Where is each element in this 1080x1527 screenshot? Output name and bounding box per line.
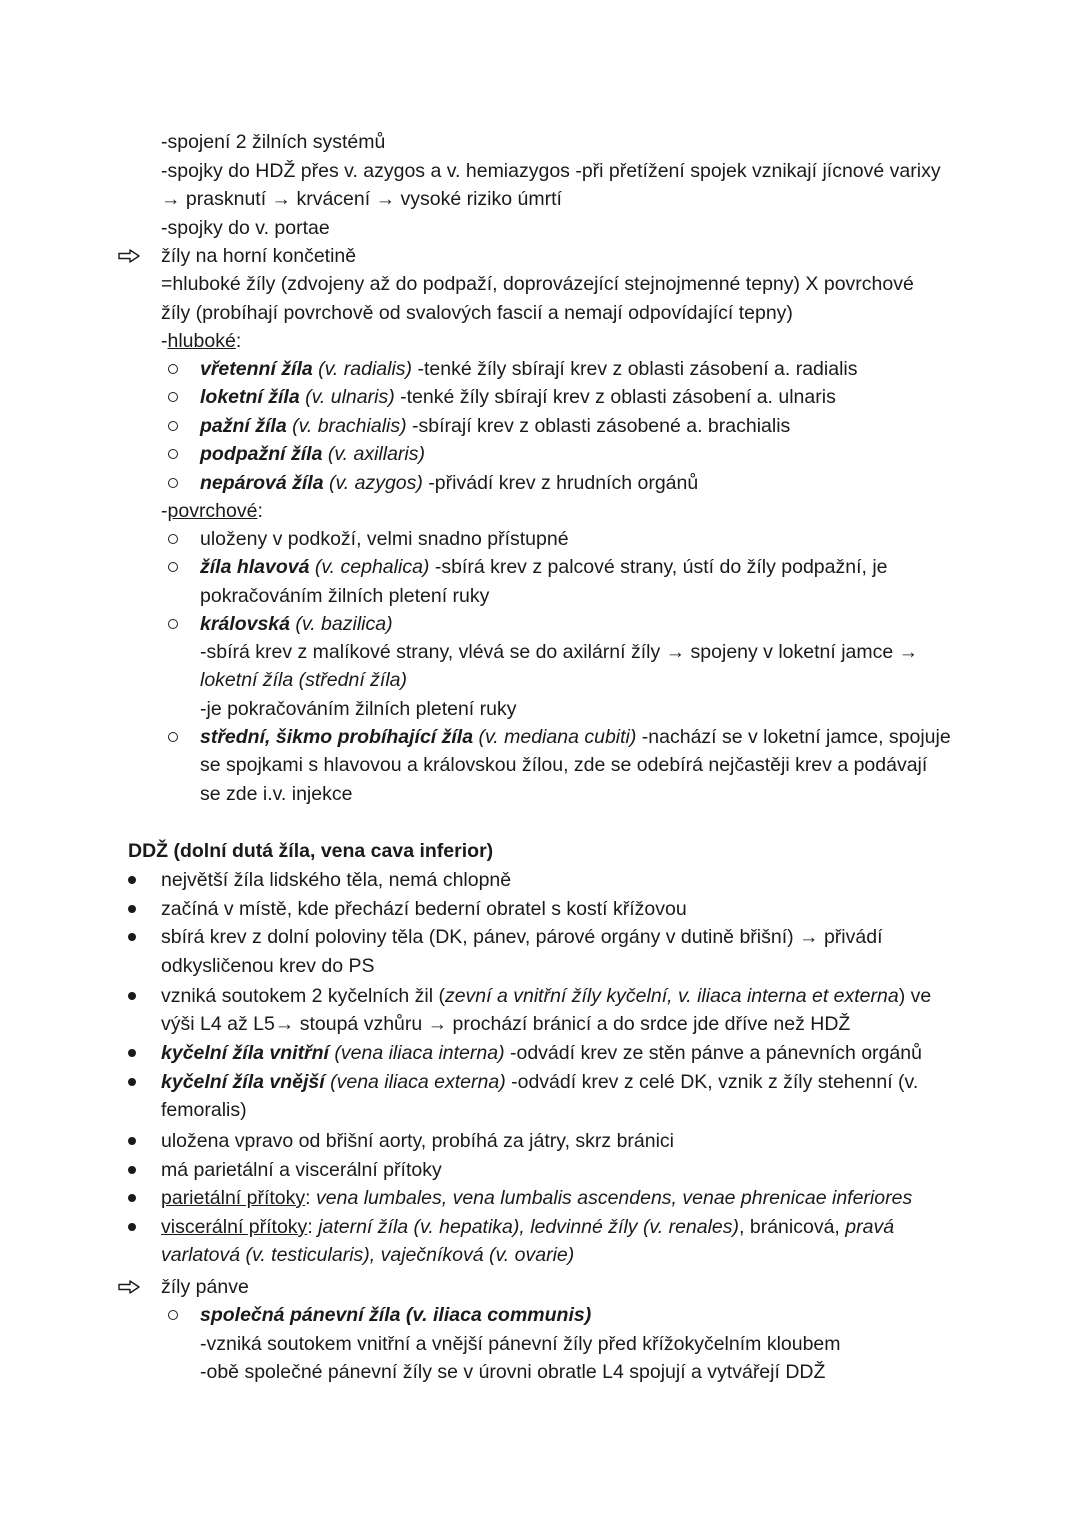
list-item-continuation: -obě společné pánevní žíly se v úrovni obratle L4 spojují a vytvářejí DDŽ	[200, 1361, 826, 1383]
list-item: pažní žíla (v. brachialis) -sbírají krev z oblasti zásobené a. brachialis	[200, 415, 791, 437]
list-item: vřetenní žíla (v. radialis) -tenké žíly sbírají krev z oblasti zásobení a. radialis	[200, 358, 858, 380]
subheading-deep: -hluboké:	[161, 330, 242, 352]
text-line: → prasknutí → krvácení → vysoké riziko úmrtí	[161, 188, 562, 210]
circle-bullet-icon	[168, 732, 178, 742]
bullet-icon	[128, 1137, 136, 1145]
list-item: kyčelní žíla vnitřní (vena iliaca interna) -odvádí krev ze stěn pánve a pánevních orgánů	[161, 1042, 922, 1064]
circle-bullet-icon	[168, 449, 178, 459]
text-line: žíly (probíhají povrchově od svalových fascií a nemají odpovídající tepny)	[161, 302, 793, 324]
list-item: největší žíla lidského těla, nemá chlopně	[161, 869, 512, 891]
list-item-continuation: femoralis)	[161, 1099, 247, 1121]
subheading-surface: -povrchové:	[161, 500, 263, 522]
list-item: začíná v místě, kde přechází bederní obratel s kostí křížovou	[161, 898, 687, 920]
list-item: loketní žíla (v. ulnaris) -tenké žíly sbírají krev z oblasti zásobení a. ulnaris	[200, 386, 836, 408]
list-item: uložena vpravo od břišní aorty, probíhá za játry, skrz bránici	[161, 1130, 675, 1152]
circle-bullet-icon	[168, 478, 178, 488]
text-line: -spojky do v. portae	[161, 217, 330, 239]
section-heading: žíly na horní končetině	[161, 245, 357, 267]
list-item: kyčelní žíla vnější (vena iliaca externa) -odvádí krev z celé DK, vznik z žíly stehenní (v.	[161, 1071, 919, 1093]
text-line: =hluboké žíly (zdvojeny až do podpaží, doprovázející stejnojmenné tepny) X povrchové	[161, 273, 914, 295]
list-item: společná pánevní žíla (v. iliaca communis)	[200, 1304, 592, 1326]
text-line: -spojení 2 žilních systémů	[161, 131, 386, 153]
section-title-ddz: DDŽ (dolní dutá žíla, vena cava inferior)	[128, 840, 494, 862]
list-item-continuation: se zde i.v. injekce	[200, 783, 353, 805]
bullet-icon	[128, 1078, 136, 1086]
bullet-icon	[128, 1049, 136, 1057]
list-item-continuation: výši L4 až L5→ stoupá vzhůru → prochází bránicí a do srdce jde dříve než HDŽ	[161, 1013, 851, 1035]
bullet-icon	[128, 1194, 136, 1202]
list-item: viscerální přítoky: jaterní žíla (v. hepatika), ledvinné žíly (v. renales), bránicová, pravá	[161, 1216, 895, 1238]
circle-bullet-icon	[168, 1310, 178, 1320]
list-item: má parietální a viscerální přítoky	[161, 1159, 442, 1181]
list-item-continuation: varlatová (v. testicularis), vaječníková (v. ovarie)	[161, 1244, 575, 1266]
list-item: žíla hlavová (v. cephalica) -sbírá krev z palcové strany, ústí do žíly podpažní, je	[200, 556, 888, 578]
list-item-continuation: -je pokračováním žilních pletení ruky	[200, 698, 517, 720]
list-item: královská (v. bazilica)	[200, 613, 393, 635]
bullet-icon	[128, 1223, 136, 1231]
list-item-continuation: loketní žíla (střední žíla)	[200, 669, 407, 691]
circle-bullet-icon	[168, 562, 178, 572]
hollow-arrow-icon	[118, 249, 140, 263]
list-item-continuation: se spojkami s hlavovou a královskou žílou, zde se odebírá nejčastěji krev a podávají	[200, 754, 928, 776]
list-item: nepárová žíla (v. azygos) -přivádí krev z hrudních orgánů	[200, 472, 699, 494]
list-item: uloženy v podkoží, velmi snadno přístupné	[200, 528, 569, 550]
list-item: vzniká soutokem 2 kyčelních žil (zevní a vnitřní žíly kyčelní, v. iliaca interna et externa) ve	[161, 985, 932, 1007]
bullet-icon	[128, 876, 136, 884]
circle-bullet-icon	[168, 392, 178, 402]
bullet-icon	[128, 933, 136, 941]
bullet-icon	[128, 992, 136, 1000]
hollow-arrow-icon	[118, 1280, 140, 1294]
bullet-icon	[128, 1166, 136, 1174]
list-item: střední, šikmo probíhající žíla (v. mediana cubiti) -nachází se v loketní jamce, spojuje	[200, 726, 951, 748]
list-item: podpažní žíla (v. axillaris)	[200, 443, 425, 465]
list-item: parietální přítoky: vena lumbales, vena lumbalis ascendens, venae phrenicae inferiores	[161, 1187, 913, 1209]
section-heading: žíly pánve	[161, 1276, 249, 1298]
circle-bullet-icon	[168, 364, 178, 374]
list-item-continuation: odkysličenou krev do PS	[161, 955, 375, 977]
list-item-continuation: pokračováním žilních pletení ruky	[200, 585, 490, 607]
circle-bullet-icon	[168, 421, 178, 431]
circle-bullet-icon	[168, 534, 178, 544]
text-line: -spojky do HDŽ přes v. azygos a v. hemiazygos -při přetížení spojek vznikají jícnové varixy	[161, 160, 941, 182]
circle-bullet-icon	[168, 619, 178, 629]
list-item-continuation: -sbírá krev z malíkové strany, vlévá se do axilární žíly → spojeny v loketní jamce →	[200, 641, 919, 663]
list-item: sbírá krev z dolní poloviny těla (DK, pánev, párové orgány v dutině břišní) → přivádí	[161, 926, 883, 948]
list-item-continuation: -vzniká soutokem vnitřní a vnější pánevní žíly před křížokyčelním kloubem	[200, 1333, 841, 1355]
bullet-icon	[128, 905, 136, 913]
